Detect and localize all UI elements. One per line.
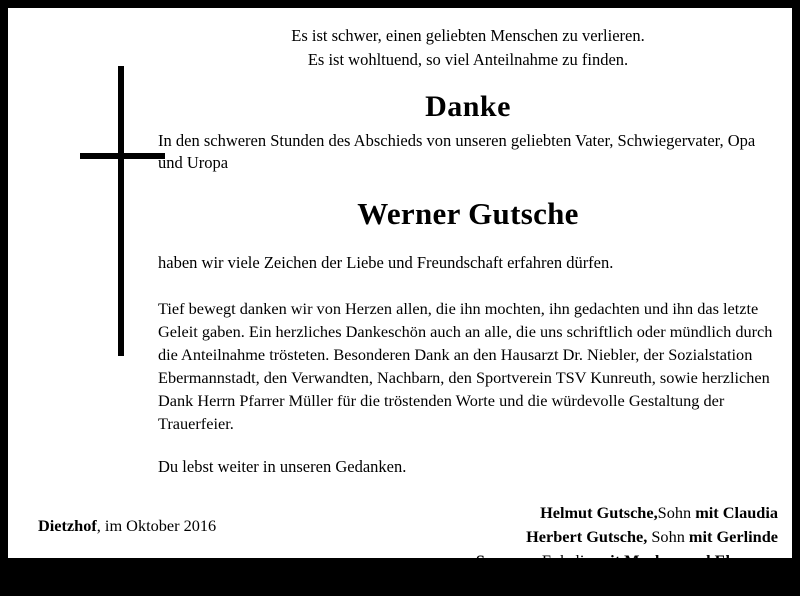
intro-line-1: Es ist schwer, einen geliebten Menschen zu verlieren.	[291, 26, 645, 45]
cross-icon	[80, 66, 165, 356]
signature-name: Susanne,	[475, 550, 538, 570]
signature-partner: mit Claudia	[695, 503, 778, 523]
signature-name: Herbert Gutsche,	[526, 527, 648, 547]
after-name-text: haben wir viele Zeichen der Liebe und Freundschaft erfahren dürfen.	[158, 253, 614, 273]
cross-vertical-bar	[118, 66, 124, 356]
closing-text: Du lebst weiter in unseren Gedanken.	[158, 457, 407, 477]
intro-block	[158, 24, 778, 72]
intro-line-2: Es ist wohltuend, so viel Anteilnahme zu finden.	[307, 49, 629, 69]
danke-heading: Danke	[425, 89, 511, 123]
signature-relation: Sohn	[657, 503, 696, 523]
signature-block	[158, 501, 778, 596]
place-name: Dietzhof	[38, 516, 97, 535]
signature-line	[158, 572, 778, 596]
signature-name: Helmut Gutsche,	[540, 503, 658, 523]
signature-line	[158, 501, 778, 525]
signature-relation: Enkel	[662, 574, 709, 594]
place-and-date	[38, 516, 216, 536]
body-text: Tief bewegt danken wir von Herzen allen, die ihn mochten, ihn gedachten und ihn das letzte Geleit gaben. Ein herzliches Dankeschön auch an alle, die uns schriftlich oder mündlich durch die Anteilnahme trösteten. Besonderen Dank an den Hausarzt Dr. Niebler, der Sozialstation Ebermannstadt, den Verwandten, Nachbarn, den Sportverein TSV Kunreuth, sowie herzlichen Dank Herrn Pfarrer Müller für die tröstenden Worte und die würdevolle Gestaltung der Trauerfeier.	[158, 298, 773, 434]
lead-text: In den schweren Stunden des Abschieds von unseren geliebten Vater, Schwiegervater, Opa und Uropa	[158, 130, 756, 173]
deceased-name: Werner Gutsche	[357, 196, 579, 232]
signature-relation: Sohn	[647, 527, 689, 547]
signature-partner: mit Markus und Eleonora	[596, 550, 778, 570]
obituary-card	[8, 8, 792, 594]
cross-horizontal-bar	[80, 153, 165, 159]
obituary-content	[158, 24, 778, 596]
signature-name: Florian,	[607, 574, 663, 594]
signature-partner: mit Sarah	[708, 574, 778, 594]
signature-line	[158, 525, 778, 549]
signature-partner: mit Gerlinde	[688, 527, 778, 547]
signature-line	[158, 549, 778, 573]
signature-relation: Enkelin	[537, 550, 597, 570]
place-date: , im Oktober 2016	[96, 516, 217, 535]
